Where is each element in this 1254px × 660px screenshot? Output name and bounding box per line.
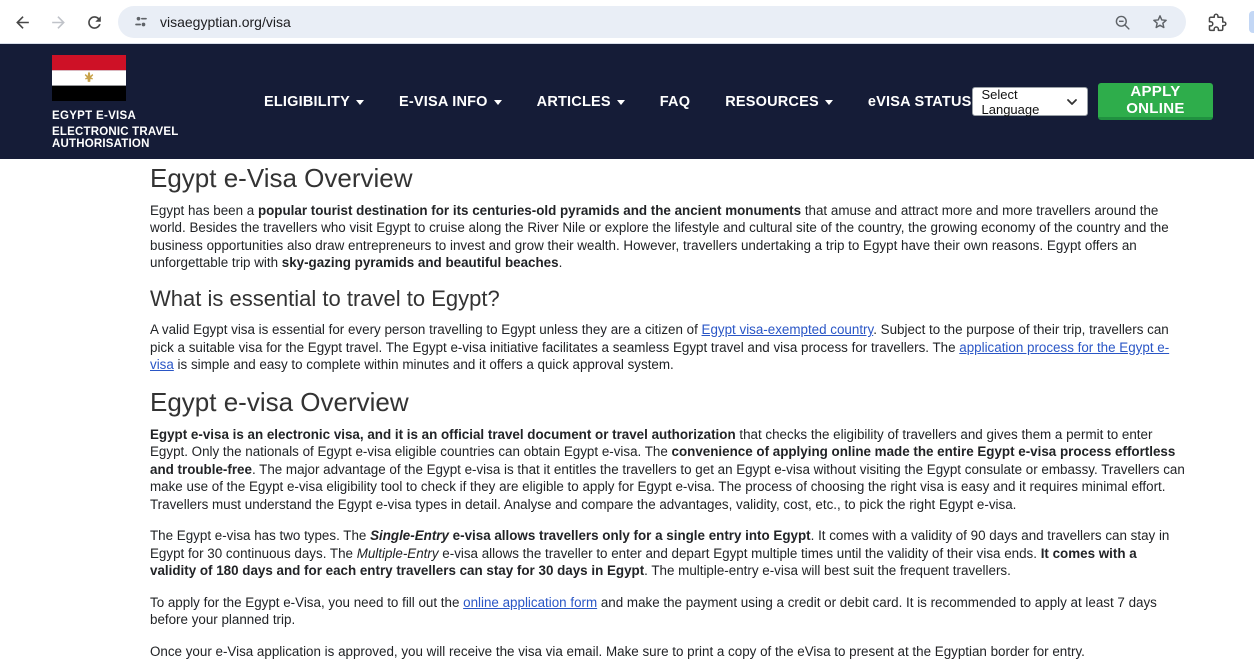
paragraph (150, 321, 1185, 374)
nav-item-articles[interactable] (537, 94, 625, 110)
browser-reload-button[interactable] (80, 8, 108, 36)
inline-link[interactable]: application process for the Egypt e-visa (150, 339, 1170, 373)
text-run: It comes with a validity of 180 days and for each entry travellers can stay for 30 days in Egypt (150, 545, 1137, 579)
paragraph (150, 594, 1185, 629)
forward-arrow-icon (49, 13, 68, 32)
text-run: . The major advantage of the Egypt e-visa is that it entitles the travellers to get an Egypt e-visa without visiting the Egypt consulate or embassy. Travellers can make use of the Egypt e-visa eligibility tool to check if they are eligible to apply for Egypt e-visa. The process of choosing the right visa is easy and it requires minimal effort. Travellers must understand the Egypt e-visa types in detail. Analyse and compare the advantages, validity, cost, etc., to pick the right Egypt e-visa. (150, 461, 1185, 512)
text-run: convenience of applying online made the entire Egypt e-visa process effortless and trouble-free (150, 444, 1176, 477)
text-run: Once your e-Visa application is approved, you will receive the visa via email. Make sure to print a copy of the eVisa to present at the Egyptian border for entry. (150, 643, 1085, 659)
text-run: and make the payment using a credit or debit card. It is recommended to apply at least 7 days before your planned trip. (150, 594, 1157, 628)
text-run: Multiple-Entry (356, 545, 439, 561)
site-logo[interactable] (52, 53, 264, 150)
text-run: Egypt has been a (150, 202, 258, 218)
chevron-down-icon (494, 100, 502, 105)
address-bar[interactable] (118, 6, 1186, 38)
nav-label: eVISA STATUS (867, 93, 972, 110)
paragraph (150, 426, 1185, 514)
logo-subtitle: ELECTRONIC TRAVEL AUTHORISATION (52, 126, 179, 150)
site-settings-icon (131, 12, 151, 32)
section-heading: Egypt e-visa Overview (150, 386, 409, 417)
chevron-down-icon (356, 100, 364, 105)
egypt-flag-icon (52, 55, 126, 101)
text-run: A valid Egypt visa is essential for every person travelling to Egypt unless they are a citizen of (150, 322, 702, 338)
nav-label: ELIGIBILITY (264, 93, 350, 110)
browser-forward-button[interactable] (44, 8, 72, 36)
language-select-value: Select Language (981, 86, 1040, 117)
text-run: is simple and easy to complete within minutes and it offers a quick approval system. (173, 357, 674, 373)
browser-toolbar (0, 0, 1254, 44)
nav-item-faq[interactable] (660, 94, 690, 110)
main-nav (264, 94, 972, 110)
zoom-out-icon (1113, 13, 1132, 32)
profile-avatar[interactable] (1249, 11, 1254, 33)
nav-label: RESOURCES (725, 93, 819, 110)
inline-link[interactable]: Egypt visa-exempted country (701, 322, 874, 338)
puzzle-piece-icon (1207, 12, 1228, 33)
apply-online-button[interactable]: APPLY ONLINE (1098, 83, 1213, 120)
inline-link[interactable]: online application form (463, 594, 598, 610)
star-icon (1150, 12, 1170, 32)
text-run: . (558, 255, 563, 271)
nav-item-evisa-status[interactable] (868, 94, 972, 110)
nav-label: ARTICLES (536, 93, 611, 110)
nav-label: FAQ (659, 93, 691, 110)
extensions-button[interactable] (1204, 9, 1230, 35)
text-run: Egypt e-visa is an electronic visa, and it is an official travel document or travel authorization (150, 426, 736, 442)
browser-back-button[interactable] (8, 8, 36, 36)
text-run: . Subject to the purpose of their trip, travellers can pick a suitable visa for the Egypt travel. The Egypt e-visa initiative facilitates a seamless Egypt travel and visa process for travellers. The (150, 322, 1169, 355)
chevron-down-icon (1066, 96, 1078, 108)
zoom-out-button[interactable] (1110, 10, 1134, 34)
text-run: e-visa allows travellers only for a single entry into Egypt (448, 528, 811, 544)
text-run: The Egypt e-visa has two types. The (150, 528, 371, 544)
text-run: sky-gazing pyramids and beautiful beaches (281, 255, 559, 271)
site-header (0, 44, 1254, 159)
logo-title: EGYPT E-VISA (52, 110, 137, 122)
nav-item-eligibility[interactable] (264, 94, 364, 110)
text-run: . It comes with a validity of 90 days and travellers can stay in Egypt for 30 continuous days. The (150, 528, 1170, 561)
paragraph (150, 527, 1185, 580)
language-select[interactable] (972, 87, 1088, 116)
paragraph (150, 643, 1185, 660)
nav-label: E-VISA INFO (398, 93, 488, 110)
site-info-icon[interactable] (130, 11, 152, 33)
text-run: popular tourist destination for its centuries-old pyramids and the ancient monuments (257, 202, 802, 218)
text-run: e-visa allows the traveller to enter and depart Egypt multiple times until the validity of their visa ends. (438, 545, 1041, 561)
chevron-down-icon (825, 100, 833, 105)
text-run: that amuse and attract more and more travellers around the world. Besides the travellers who visit Egypt to cruise along the River Nile or explore the lifestyle and cultural site of the country, the growing economy of the country and the business opportunities also draw entrepreneurs to invest and grow their wealth. However, travellers undertaking a trip to Egypt have their own reasons. Egypt offers an unforgettable trip with (150, 202, 1169, 271)
paragraph (150, 202, 1185, 272)
back-arrow-icon (13, 13, 32, 32)
reload-icon (85, 13, 104, 32)
text-run: that checks the eligibility of travellers and gives them a permit to enter Egypt. Only the nationals of Egypt e-visa eligible countries can obtain Egypt e-visa. The (150, 426, 1153, 460)
article (0, 159, 1254, 660)
text-run: To apply for the Egypt e-Visa, you need to fill out the (150, 594, 464, 610)
section-heading: What is essential to travel to Egypt? (150, 285, 500, 311)
section-heading: Egypt e-Visa Overview (150, 163, 413, 193)
url-text[interactable]: visaegyptian.org/visa (160, 14, 291, 30)
chevron-down-icon (617, 100, 625, 105)
text-run: . The multiple-entry e-visa will best suit the frequent travellers. (644, 563, 1011, 579)
nav-item-resources[interactable] (725, 94, 833, 110)
bookmark-button[interactable] (1148, 10, 1172, 34)
header-controls (972, 83, 1213, 120)
text-run: Single-Entry (370, 528, 449, 544)
nav-item-evisa-info[interactable] (399, 94, 502, 110)
